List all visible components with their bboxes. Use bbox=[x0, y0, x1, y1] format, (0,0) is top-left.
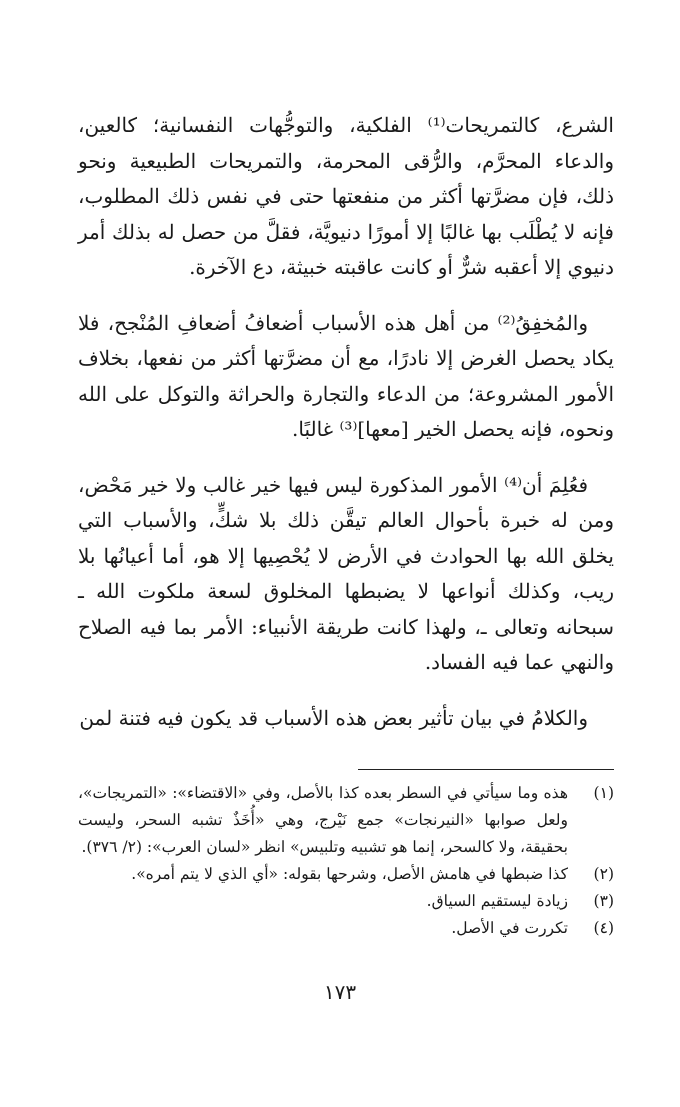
footnote-text: هذه وما سيأتي في السطر بعده كذا بالأصل، وفي «الاقتضاء»: «التمريجات»، ولعل صوابها «النيرنجات» جمع نَيْرج، وهي «أُخَذٌ تشبه السحر، وليست بحقيقة، ولا كالسحر، إنما هو تشبيه وتلبيس» انظر «لسان العرب»: (٢/ ٣٧٦). bbox=[78, 784, 568, 856]
footnote-number: (٣) bbox=[593, 892, 614, 910]
paragraph-2: والمُخفِقُ⁽²⁾ من أهل هذه الأسباب أضعافُ أضعافِ المُنْجح، فلا يكاد يحصل الغرض إلا نادرًا، مع أن مضرَّتها أكثر من نفعها، بخلاف الأمور المشروعة؛ من الدعاء والتجارة والحراثة والتوكل على الله ونحوه، فإنه يحصل الخير [معها]⁽³⁾ غالبًا. bbox=[78, 310, 614, 441]
footnote-separator bbox=[358, 769, 614, 770]
footnote-text: تكررت في الأصل. bbox=[451, 919, 568, 937]
footnote-2 bbox=[78, 861, 614, 888]
paragraph-1: الشرع، كالتمريحات⁽¹⁾ الفلكية، والتوجُّهات النفسانية؛ كالعين، والدعاء المحرَّم، والرُّقى المحرمة، والتمريحات الطبيعية ونحو ذلك، فإن مضرَّتها أكثر من منفعتها حتى في نفس ذلك المطلوب، فإنه لا يُطْلَب بها غالبًا إلا أمورًا دنيويَّة، فقلَّ من حصل له بذلك أمر دنيوي إلا أعقبه شرٌّ أو كانت عاقبته خبيثة، دع الآخرة. bbox=[78, 113, 614, 279]
paragraph-4: والكلامُ في بيان تأثير بعض هذه الأسباب قد يكون فيه فتنة لمن bbox=[79, 705, 588, 730]
main-text bbox=[78, 108, 614, 756]
paragraph-3: فعُلِمَ أن⁽⁴⁾ الأمور المذكورة ليس فيها خير غالب ولا خير مَحْض، ومن له خبرة بأحوال العالم تيقَّن ذلك بلا شكٍّ، والأسباب التي يخلق الله بها الحوادث في الأرض لا يُحْصِيها إلا هو، أما أعيانُها بلا ريب، وكذلك أنواعها لا يضبطها المخلوق لسعة ملكوت الله ـ سبحانه وتعالى ـ، ولهذا كانت طريقة الأنبياء: الأمر بما فيه الصلاح والنهي عما فيه الفساد. bbox=[78, 472, 614, 674]
footnote-4 bbox=[78, 915, 614, 942]
footnote-number: (٤) bbox=[593, 919, 614, 937]
footnote-3 bbox=[78, 888, 614, 915]
footnote-number: (٢) bbox=[593, 865, 614, 883]
footnote-text: زيادة ليستقيم السياق. bbox=[426, 892, 568, 910]
footnote-number: (١) bbox=[593, 784, 614, 802]
page-number: ١٧٣ bbox=[323, 980, 357, 1004]
footnote-text: كذا ضبطها في هامش الأصل، وشرحها بقوله: «أي الذي لا يتم أمره». bbox=[131, 865, 568, 883]
footnotes bbox=[78, 780, 614, 942]
footnote-1 bbox=[78, 780, 614, 861]
